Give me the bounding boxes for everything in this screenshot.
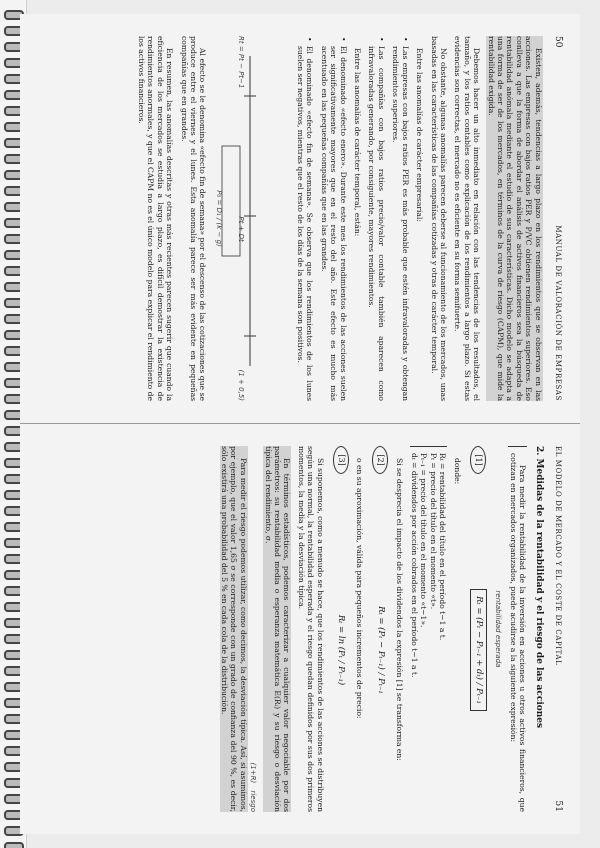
- handwritten-sketch-area: [213, 36, 289, 401]
- equation-3-row: [333, 446, 349, 812]
- anomaly-bullet-january: • El denominado «efecto enero». Durante este mes los rendimientos de las acciones suelen ser significativamente mayores que en el resto del año. Este efecto es mucho más acentuado en las pequeñas compañías que en las grandes.: [319, 36, 347, 401]
- where-label: donde:: [452, 458, 462, 485]
- hand-drawn-timeline-icon: [220, 36, 290, 396]
- right-paragraph-5: En términos estadísticos, podemos caracterizar a cualquier valor negociable por dos parámetros: su rentabilidad media o esperanza matemática E(Rᵢ) y su riesgo o desviación típica del rendimiento, σ.: [263, 446, 292, 812]
- left-running-head: MANUAL DE VALORACIÓN DE EMPRESAS: [554, 225, 562, 401]
- left-paragraph-4: En resumen, las anomalías descritas y otras más recientes parecen sugerir que cuando la eficiencia de los mercados se estudia a largo plazo, es difícil demostrar la existencia de rendimientos anormales, y que el CAPM no es el único modelo para explicar el rendimiento de los activos financieros.: [137, 36, 175, 401]
- definition-item: Pₜ = precio del título en el momento «t».: [428, 453, 438, 610]
- equation-2-number: [2]: [372, 446, 388, 474]
- definition-item: dₜ = dividendos por acción cobrados en el período t−1 a t.: [409, 453, 419, 678]
- right-page-header: [553, 446, 562, 812]
- equation-3-number: [3]: [333, 446, 349, 474]
- section-title: Medidas de la rentabilidad y el riesgo de las acciones: [533, 458, 544, 729]
- equation-2: Rₜ = (Pₜ − Pₜ₋₁) / Pₜ₋₁: [375, 606, 386, 694]
- left-intro-paragraph: Existen, además, tendencias a largo plazo en los rendimientos que se observan en las acciones. Las empresas con bajos ratios PER y P/VC obtienen rendimientos superiores. Eso conlleva a que la forma de abordar el análisis de activos financieros sea la búsqueda de rentabilidad anómala mediante el estudio de sus características. Dicho modelo se adapta a una forma de ser de los mercados, en términos de la curva de riesgo (CAPM), que mide la rentabilidad exigida.: [486, 36, 543, 401]
- binding-ring: [4, 842, 24, 848]
- equation-1-row: [470, 446, 487, 812]
- section-heading: [533, 446, 542, 812]
- equation-1-number: [1]: [470, 446, 486, 474]
- left-paragraph-2: No obstante, algunas anomalías parecen deberse al funcionamiento de los mercados, unas basadas en las características de las compañías cotizadas y otras de carácter temporal.: [429, 36, 448, 401]
- left-paragraph-3: Al efecto se le denomina «efecto fin de semana» por el descenso de las cotizaciones que se produce entre el viernes y el lunes. Esta anomalía parece ser más evidente en pequeñas compañías que en grandes.: [179, 36, 208, 401]
- right-paragraph-6: Para medir el riesgo podemos utilizar, como decimos, la desviación típica. Así, si asumimos, por ejemplo, que el valor 1,65 σ se corresponde con un grado de confianza del 90 %, es decir, sólo existirá una probabilidad del 5 % en cada cola de la distribución.: [220, 446, 248, 812]
- hand-note-3: (1 + 0,5): [237, 369, 246, 401]
- hand-formula: P₀ = D₁ / (k − g): [214, 190, 223, 247]
- equation-2-row: [372, 446, 388, 812]
- book-spread-rotated: [20, 14, 580, 834]
- definition-item: Rₜ = rentabilidad del título en el período t−1 a t.: [438, 453, 448, 641]
- firm-anomalies-heading: Entre las anomalías de carácter empresarial:: [415, 48, 425, 222]
- right-paragraph-3: o en su aproximación, válida para pequeños incrementos de precio:: [355, 458, 365, 719]
- time-anomalies-heading: Entre las anomalías de carácter temporal, están:: [353, 48, 363, 237]
- equation-1-wrapper: [470, 488, 487, 812]
- right-paragraph-1: Para medir la rentabilidad de la inversión en acciones u otros activos financieros, que cotizan en mercados organizados, puede acudirse a la siguiente expresión:: [508, 446, 527, 812]
- right-paragraph-2: Si se desprecia el impacto de los dividendos la expresión [1] se transforma en:: [394, 458, 404, 761]
- left-page-header: [553, 36, 562, 401]
- definitions-list: [410, 446, 448, 812]
- right-page: [20, 424, 580, 834]
- left-paragraph-1: Debemos hacer un alto inmediato en relación con las tendencias de los resultados, el tamaño, y los ratios contables como explicación de los rendimientos a largo plazo. Si estas evidencias son correctas, el mercado no es eficiente en su forma semifuerte.: [453, 36, 482, 401]
- hand-note-risk: riesgo: [249, 790, 258, 812]
- right-paragraph-4: Si suponemos, como a menudo se hace, que los rendimientos de las acciones se distribuyen según una normal, la rentabilidad esperada y el riesgo quedan definidos por sus dos primeros momentos, la media y la desviación típica.: [296, 446, 325, 812]
- hand-note-1: Rt = Pt − Pt−1: [237, 36, 246, 89]
- hand-note-one-plus-r: (1+R): [249, 762, 258, 784]
- equation-1: Rₜ = (Pₜ − Pₜ₋₁ + dₜ) / Pₜ₋₁: [470, 589, 487, 711]
- left-page-number: 50: [553, 36, 563, 48]
- right-running-head: EL MODELO DE MERCADO Y EL COSTE DE CAPITAL: [554, 446, 562, 666]
- left-page: [20, 14, 580, 424]
- hand-note-2: Pt + Dt: [237, 216, 246, 242]
- hand-note-expected-return: rentabilidad esperada: [494, 590, 503, 668]
- section-number: 2.: [533, 446, 544, 456]
- anomaly-bullet-book-value: • Las compañías con bajos ratios precio/valor contable también aparecen como infravaloradas generando, por consiguiente, mayores rendimientos.: [367, 36, 386, 401]
- equation-3: Rₜ = ln (Pₜ / Pₜ₋₁): [336, 614, 347, 686]
- definition-item: Pₜ₋₁ = precio del título en el momento «t−1».: [419, 453, 429, 628]
- right-page-number: 51: [553, 800, 563, 812]
- anomaly-bullet-per: • Las empresas con bajos ratios PER es más probable que estén infravaloradas y obtengan rendimientos superiores.: [391, 36, 410, 401]
- anomaly-bullet-weekend: • El denominado «efecto fin de semana». Se observa que los rendimientos de los lunes suelen ser negativos, mientras que el resto de los días de la semana son positivos.: [296, 36, 315, 401]
